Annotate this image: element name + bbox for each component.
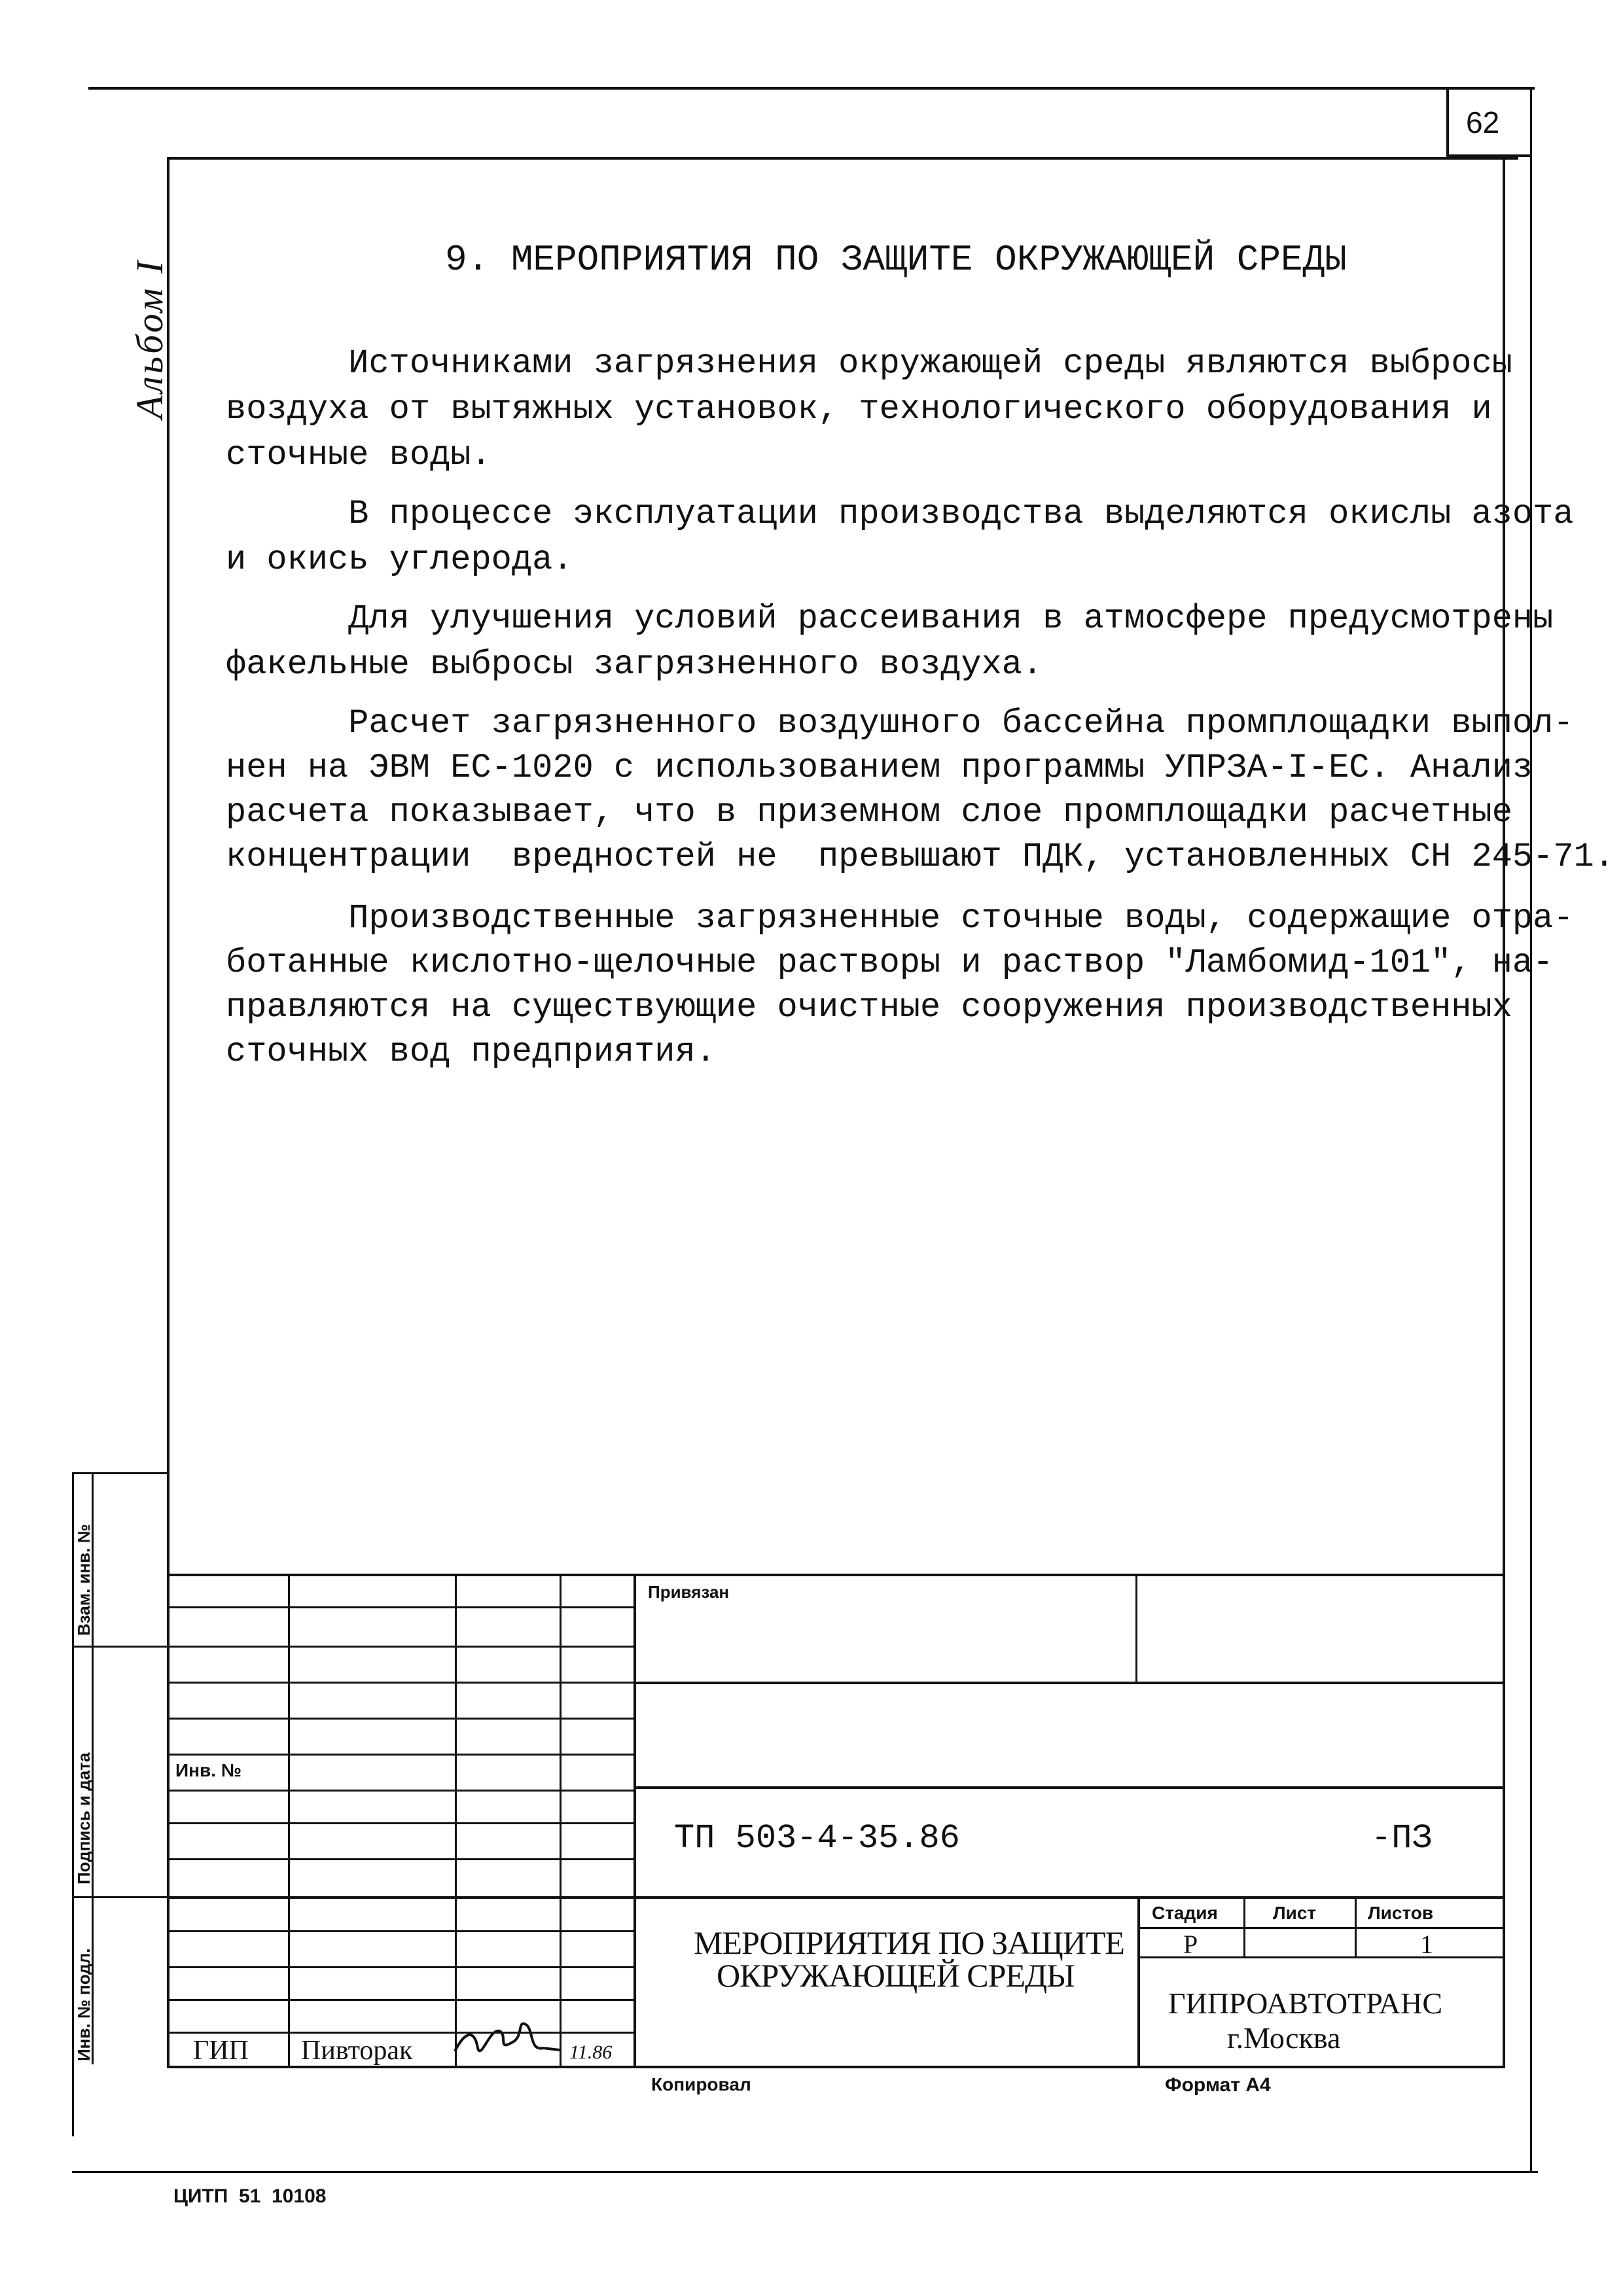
text-line: правляются на существующие очистные сооружения производственных: [226, 988, 1512, 1027]
text-line: Расчет загрязненного воздушного бассейна промплощадки выпол-: [226, 704, 1574, 743]
album-note: Альбом I: [128, 258, 171, 419]
grid-v: [560, 1574, 562, 2066]
grid-h: [167, 1718, 635, 1720]
text-line: факельные выбросы загрязненного воздуха.: [226, 645, 1043, 684]
frame-left: [167, 157, 169, 2068]
text-line: сточных вод предприятия.: [226, 1033, 716, 1071]
outer-right-edge: [1530, 87, 1532, 2171]
text-line: В процессе эксплуатации производства выделяются окислы азота: [226, 495, 1574, 533]
label-vzam-inv: Взам. инв. №: [74, 1524, 94, 1636]
role-gip: ГИП: [193, 2036, 249, 2066]
inv-no-label: Инв. №: [175, 1760, 242, 1780]
bottom-rule: [72, 2171, 1538, 2173]
grid-h: [167, 1646, 635, 1648]
text-line: Для улучшения условий рассеивания в атмосфере предусмотрены: [226, 599, 1554, 638]
grid-h: [167, 1930, 635, 1932]
org-line2: г.Москва: [1227, 2021, 1341, 2055]
grid-v: [455, 1574, 457, 2066]
frame-top: [167, 157, 1518, 160]
page-number: 62: [1466, 105, 1500, 139]
label-inv-podl: Инв. № подл.: [74, 1948, 94, 2061]
col-stage: Стадия: [1152, 1903, 1218, 1923]
text-line: и окись углерода.: [226, 540, 573, 579]
grid-h: [167, 1754, 635, 1756]
grid-h: [167, 1606, 635, 1608]
grid-h: [167, 2032, 635, 2034]
doc-title-line2: ОКРУЖАЮЩЕЙ СРЕДЫ: [717, 1957, 1075, 1994]
grid-h: [167, 1790, 635, 1792]
sheets-value: 1: [1420, 1930, 1433, 1959]
person-name: Пивторак: [301, 2036, 413, 2066]
text-line: ботанные кислотно-щелочные растворы и раствор "Ламбомид-101", на-: [226, 944, 1554, 982]
text-line: концентрации вредностей не превышают ПДК, установленных СН 245-71.: [226, 838, 1614, 876]
text-line: сточные воды.: [226, 436, 491, 474]
text-line: Источниками загрязнения окружающей среды являются выбросы: [226, 344, 1512, 383]
doc-code: ТП 503-4-35.86: [674, 1819, 960, 1858]
privyazan-label: Привязан: [648, 1582, 730, 1602]
col-sheet: Лист: [1273, 1903, 1317, 1923]
copied-label: Копировал: [651, 2074, 751, 2094]
stage-value: Р: [1183, 1930, 1198, 1959]
side-strip-div2: [72, 1896, 169, 1898]
grid-h: [167, 1858, 635, 1860]
grid-h: [633, 1682, 1505, 1684]
text-line: расчета показывает, что в приземном слое промплощадки расчетные: [226, 793, 1512, 832]
doc-suffix: -ПЗ: [1371, 1819, 1433, 1858]
grid-v: [1137, 1896, 1140, 2066]
section-heading: 9. МЕРОПРИЯТИЯ ПО ЗАЩИТЕ ОКРУЖАЮЩЕЙ СРЕДЫ: [445, 239, 1347, 281]
grid-h: [633, 1786, 1505, 1789]
grid-v: [1355, 1896, 1357, 1956]
top-rule: [88, 87, 1535, 90]
grid-v: [1243, 1896, 1245, 1956]
print-code: ЦИТП 51 10108: [173, 2185, 327, 2207]
grid-h: [167, 1682, 635, 1684]
text-line: Производственные загрязненные сточные воды, содержащие отра-: [226, 899, 1574, 938]
sign-date: 11.86: [569, 2041, 613, 2063]
doc-title-line1: МЕРОПРИЯТИЯ ПО ЗАЩИТЕ: [694, 1924, 1124, 1961]
org-line1: ГИПРОАВТОТРАНС: [1168, 1987, 1443, 2020]
grid-v: [288, 1574, 290, 2066]
side-strip-top: [72, 1472, 169, 1474]
grid-h: [167, 1966, 635, 1968]
grid-v: [633, 1574, 636, 2066]
side-strip-div1: [72, 1646, 169, 1648]
grid-v: [1135, 1574, 1137, 1682]
grid-h: [167, 1822, 635, 1824]
col-sheets: Листов: [1368, 1903, 1434, 1923]
label-podpis-data: Подпись и дата: [74, 1752, 94, 1884]
grid-h: [167, 1999, 635, 2001]
stamp-top-line: [167, 1574, 1505, 1576]
text-line: воздуха от вытяжных установок, технологического оборудования и: [226, 390, 1492, 429]
format-label: Формат А4: [1165, 2074, 1271, 2096]
text-line: нен на ЭВМ ЕС-1020 с использованием программы УПРЗА-I-ЕС. Анализ: [226, 749, 1533, 787]
grid-h: [167, 1896, 1505, 1899]
signature: [452, 2012, 563, 2064]
frame-right: [1503, 157, 1505, 2068]
